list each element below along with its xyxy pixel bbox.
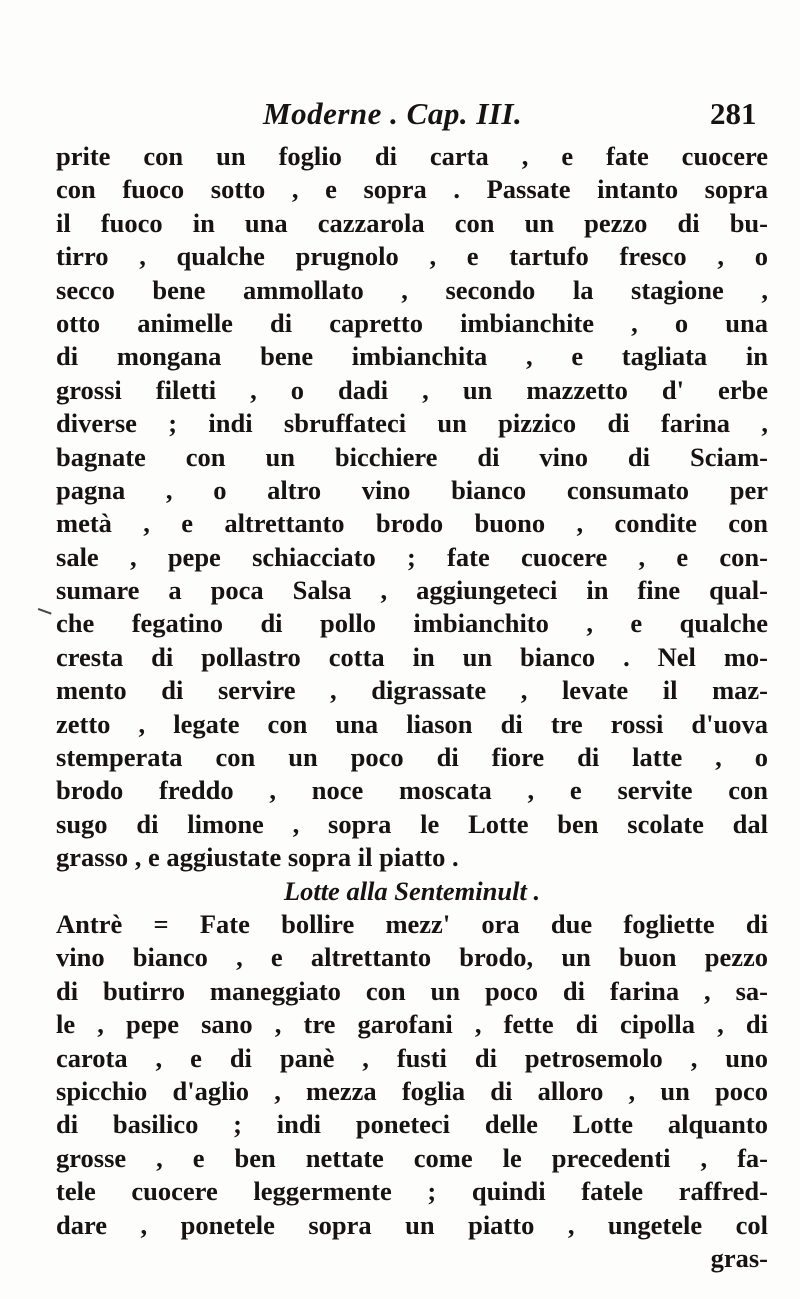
text-line: brodo freddo , noce moscata , e servite con [56, 775, 768, 806]
section-line: carota , e di panè , fusti di petrosemolo , uno [56, 1042, 768, 1073]
text-line: sugo di limone , sopra le Lotte ben scolate dal [56, 808, 768, 839]
text-line: sale , pepe schiacciato ; fate cuocere , e con- [56, 541, 768, 572]
text-line: di mongana bene imbianchita , e tagliata in [56, 341, 768, 372]
section-line: grosse , e ben nettate come le precedenti , fa- [56, 1142, 768, 1173]
text-line: secco bene ammollato , secondo la stagione , [56, 274, 768, 305]
text-line: stemperata con un poco di fiore di latte , o [56, 742, 768, 773]
page-header [0, 96, 800, 136]
catchword: gras- [710, 1242, 768, 1273]
text-line: sumare a poca Salsa , aggiungeteci in fine qual- [56, 575, 768, 606]
body-text [56, 140, 768, 1275]
text-line: con fuoco sotto , e sopra . Passate intanto sopra [56, 174, 768, 205]
section-line: di basilico ; indi poneteci delle Lotte alquanto [56, 1109, 768, 1140]
text-line: che fegatino di pollo imbianchito , e qualche [56, 608, 768, 639]
text-line: grossi filetti , o dadi , un mazzetto d' erbe [56, 374, 768, 405]
running-head: Moderne . Cap. III. [263, 96, 523, 131]
text-line: bagnate con un bicchiere di vino di Sciam- [56, 441, 768, 472]
text-line: zetto , legate con una liason di tre rossi d'uova [56, 708, 768, 739]
section-line: tele cuocere leggermente ; quindi fatele raffred- [56, 1176, 768, 1207]
page-number: 281 [710, 96, 757, 131]
text-line: diverse ; indi sbruffateci un pizzico di farina , [56, 408, 768, 439]
text-line: otto animelle di capretto imbianchite , o una [56, 307, 768, 338]
section-line: le , pepe sano , tre garofani , fette di cipolla , di [56, 1009, 768, 1040]
section-line: dare , ponetele sopra un piatto , ungetele col [56, 1209, 768, 1240]
text-line: prite con un foglio di carta , e fate cuocere [56, 141, 768, 171]
section-line: di butirro maneggiato con un poco di farina , sa- [56, 975, 768, 1006]
section-title: Lotte alla Senteminult . [283, 875, 541, 906]
text-line: metà , e altrettanto brodo buono , condite con [56, 508, 768, 539]
section-line: vino bianco , e altrettanto brodo, un buon pezzo [56, 942, 768, 973]
text-line: cresta di pollastro cotta in un bianco . Nel mo- [56, 641, 768, 672]
section-line: spicchio d'aglio , mezza foglia di alloro , un poco [56, 1075, 768, 1106]
text-line: il fuoco in una cazzarola con un pezzo di bu- [56, 207, 768, 238]
text-line: mento di servire , digrassate , levate il maz- [56, 675, 768, 706]
text-line-last: grasso , e aggiustate sopra il piatto . [56, 842, 459, 873]
text-line: tirro , qualche prugnolo , e tartufo fresco , o [56, 241, 768, 272]
text-line: pagna , o altro vino bianco consumato per [56, 474, 768, 505]
section-line: Antrè = Fate bollire mezz' ora due fogliette di [56, 908, 768, 939]
margin-mark [34, 608, 51, 624]
